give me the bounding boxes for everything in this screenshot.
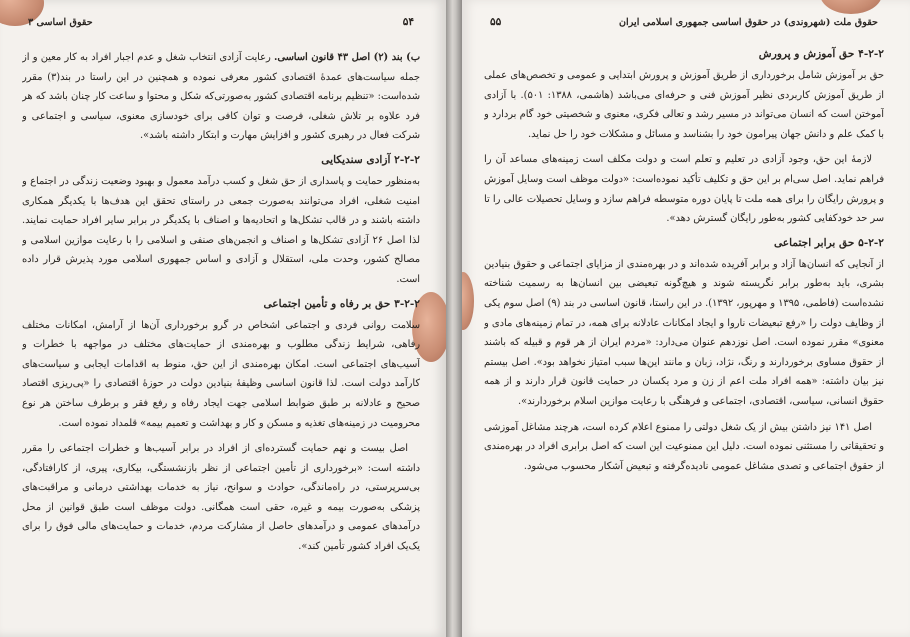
left-page-number: ۵۴ bbox=[402, 16, 414, 28]
left-heading-2: ۳-۲-۲ حق بر رفاه و تأمین اجتماعی bbox=[263, 297, 420, 310]
right-running-title: حقوق ملت (شهروندی) در حقوق اساسی جمهوری اسلامی ایران bbox=[619, 17, 878, 28]
right-paragraph-4: اصل ۱۴۱ نیز داشتن بیش از یک شغل دولتی را ممنوع اعلام کرده است، هرچند مشاغل آموزشی و تحقیقاتی را مستثنی نموده است. دلیل این ممنوعیت این است که اصل برابری افراد در بهره‌مندی از حقوق اجتماعی و تصدی مشاغل عمومی نادیده‌گرفته و تبعیض آشکار محسوب می‌شود. bbox=[484, 421, 884, 472]
right-paragraph-2: لازمهٔ این حق، وجود آزادی در تعلیم و تعلم است و دولت مکلف است زمینه‌های مساعد آن را فراهم نماید. اصل سی‌ام بر این حق و تکلیف تأکید نموده‌است: «دولت موظف است وسایل آموزش و پرورش رایگان را برای همه ملت تا پایان دوره متوسطه فراهم سازد و وسایل تحصیلات عالی را تا سر حد خودکفایی کشور به‌طور رایگان گسترش دهد». bbox=[484, 154, 884, 225]
left-intro-label: ب) بند (۲) اصل ۴۳ قانون اساسی. bbox=[274, 52, 420, 63]
right-heading-1: ۴-۲-۲ حق آموزش و پرورش bbox=[758, 48, 884, 60]
book-gutter bbox=[446, 0, 462, 637]
right-paragraph-3: از آنجایی که انسان‌ها آزاد و برابر آفریده شده‌اند و در بهره‌مندی از مزایای اجتماعی و حقوق بنیادین بشری، باید به‌طور برابر نگریسته شوند و هیچ‌گونه تبعیضی بین انسان‌ها به رسمیت شناخته نشده‌است (فاطمی، ۱۳۹۵ و مهرپور، ۱۳۹۲). در این راستا، قانون اساسی در بند (۹) اصل سوم یکی از وظایف دولت را «رفع تبعیضات ناروا و ایجاد امکانات عادلانه برای همه، در تمام زمینه‌های مادی و معنوی» مقرر نموده است. اصل نوزدهم عنوان می‌دارد: «مردم ایران از هر قوم و قبیله که باشند از حقوق مساوی برخوردارند و رنگ، نژاد، زبان و مانند این‌ها سبب امتیاز نخواهد بود». اصل بیستم نیز بیان داشته: «همه افراد ملت اعم از زن و مرد یکسان در حمایت قانون قرار دارند و از همه حقوق انسانی، سیاسی، اقتصادی، اجتماعی و فرهنگی با رعایت موازین اسلام برخوردارند». bbox=[484, 258, 884, 407]
right-paragraph-1: حق بر آموزش شامل برخورداری از طریق آموزش و پرورش ابتدایی و عمومی و تخصص‌های عملی از طریق آموزش کاربردی نظیر آموزش فنی و حرفه‌ای می‌باشد (هاشمی، ۱۳۸۸: ۵۰۱). با آزادی آموختن است که انسان می‌تواند در مسیر رشد و تعالی فکری، معنوی و شخصیتی خود گام بردارد و با کمک علم و دانش جهان پیرامون خود را بشناسد و مسائل و مشکلات خود را حل نماید. bbox=[484, 70, 884, 140]
left-running-title: حقوق اساسی ۳ bbox=[28, 17, 93, 28]
left-page-content bbox=[22, 16, 420, 627]
right-page-number: ۵۵ bbox=[490, 16, 502, 28]
left-paragraph-3: اصل بیست و نهم حمایت گسترده‌ای از افراد در برابر آسیب‌ها و خطرات اجتماعی را مقرر داشته است: «برخورداری از تأمین اجتماعی از نظر بازنشستگی، بیکاری، پیری، از کارافتادگی، بی‌سرپرستی، در راه‌ماندگی، حوادث و سوانح، نیاز به خدمات بهداشتی درمانی و مراقبت‌های پزشکی به‌صورت بیمه و غیره، حقی است همگانی. دولت موظف است طبق قوانین از محل درآمدهای عمومی و درآمدهای حاصل از مشارکت مردم، خدمات و حمایت‌های مالی فوق را برای یک‌یک افراد کشور تأمین کند». bbox=[22, 443, 420, 553]
left-intro-paragraph bbox=[22, 48, 420, 146]
left-intro-text: رعایت آزادی انتخاب شغل و عدم اجبار افراد به کار معین و از جمله سیاست‌های عمدهٔ اقتصادی کشور معرفی نموده و همچنین در این راستا در بند(۳) مقرر شده‌است: «تنظیم برنامه اقتصادی کشور به‌صورتی‌که شکل و محتوا و ساعت کار چنان باشد که هر فرد علاوه بر تلاش شغلی، فرصت و توان کافی برای خودسازی معنوی، سیاسی و اجتماعی و شرکت فعال در رهبری کشور و افزایش مهارت و ابتکار داشته باشد». bbox=[22, 52, 420, 142]
left-paragraph-1: به‌منظور حمایت و پاسداری از حق شغل و کسب درآمد معمول و بهبود وضعیت زندگی در اجتماع و امنیت شغلی، افراد می‌توانند به‌صورت جمعی در راستای تحقق این هدف‌ها با یکدیگر همکاری داشته باشند و در قالب تشکل‌ها و اتحادیه‌ها و اصناف با یکدیگر در برابر سایر افراد حمایت نمایند. لذا اصل ۲۶ آزادی تشکل‌ها و اصناف و انجمن‌های صنفی و اسلامی را با رعایت موازین اسلامی و مصالح کشور، وحدت ملی، استقلال و آزادی و اساس جمهوری اسلامی مورد پذیرش قرار داده است. bbox=[22, 175, 420, 285]
left-running-head bbox=[28, 16, 414, 28]
right-heading-2: ۵-۲-۲ حق برابر اجتماعی bbox=[773, 236, 884, 249]
left-page bbox=[0, 0, 446, 637]
thumb-left-edge bbox=[462, 272, 474, 330]
right-page-content bbox=[484, 16, 884, 627]
left-heading-1: ۲-۲-۲ آزادی سندیکایی bbox=[321, 153, 420, 166]
right-page bbox=[462, 0, 910, 637]
right-running-head bbox=[490, 16, 878, 28]
thumb-top-right bbox=[820, 0, 882, 14]
left-paragraph-2: سلامت روانی فردی و اجتماعی اشخاص در گرو برخورداری آن‌ها از آرامش، امکانات مختلف رفاهی، شرایط زندگی مطلوب و بهره‌مندی از حمایت‌های مختلف در مواجهه با خطرات و آسیب‌های اجتماعی است. امکان بهره‌مندی از این حق، منوط به اقدامات ایجابی و سیاست‌های کارآمد دولت است. لذا قانون اساسی وظیفهٔ بنیادین دولت در حوزهٔ اقتصادی را «پی‌ریزی اقتصاد صحیح و عادلانه بر طبق ضوابط اسلامی جهت ایجاد رفاه و رفع فقر و برطرف ساختن هر نوع محرومیت در زمینه‌های تغذیه و مسکن و کار و بهداشت و تعمیم بیمه» قلمداد نموده است. bbox=[22, 319, 420, 429]
